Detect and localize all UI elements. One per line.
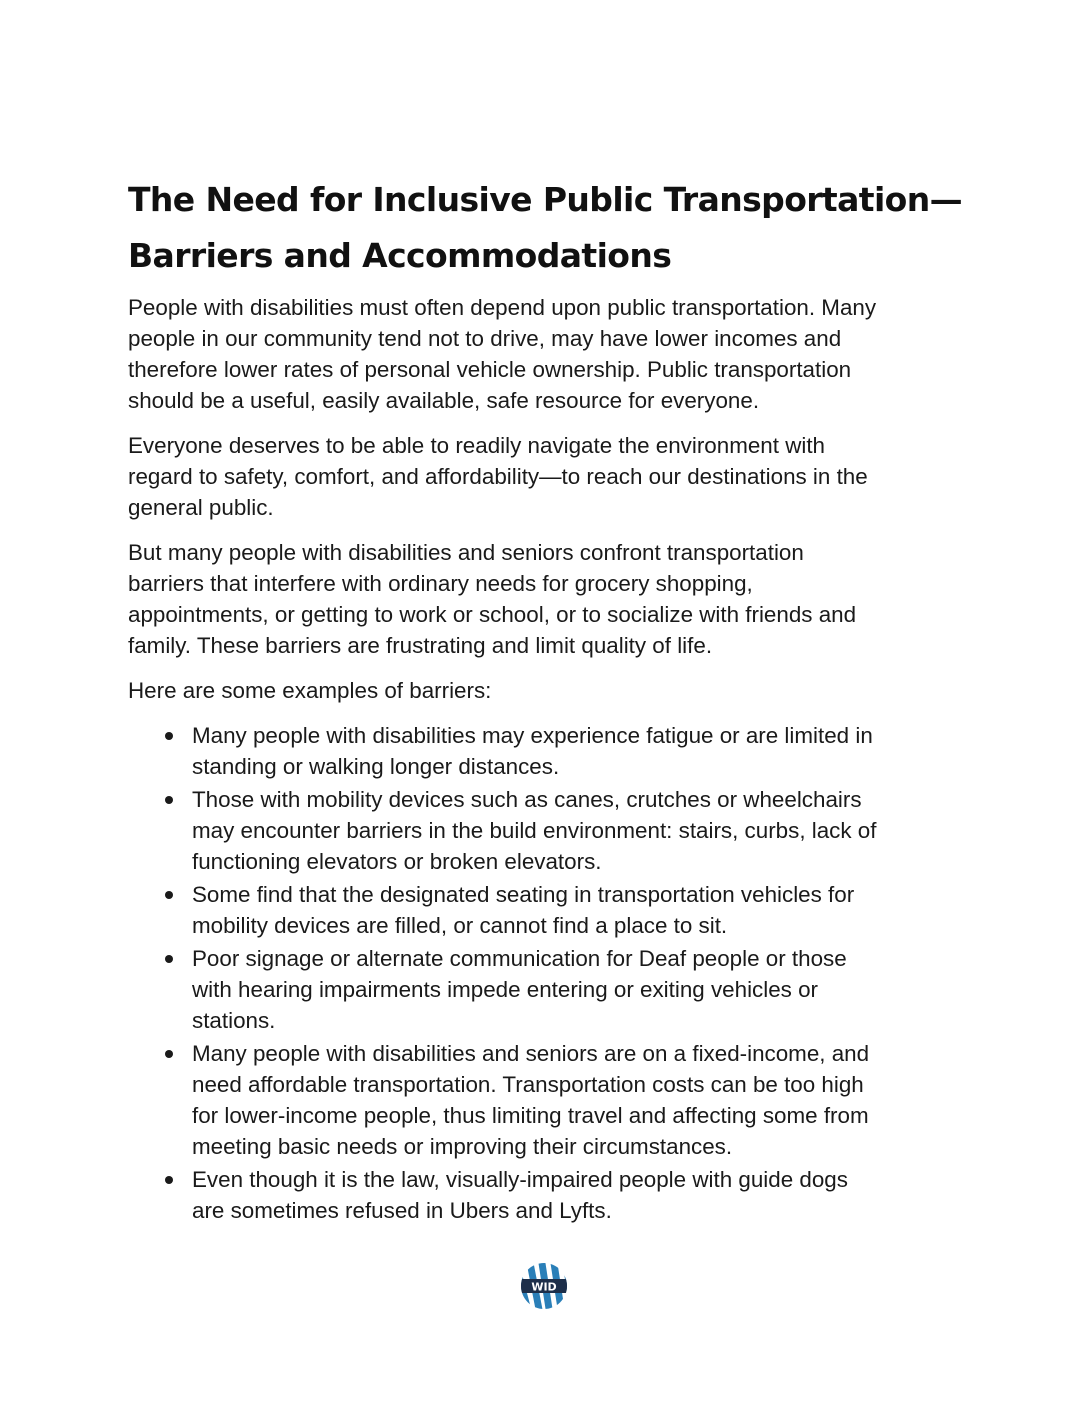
bullet-icon [165,732,173,740]
text-line: mobility devices are filled, or cannot find a place to sit. [192,913,728,938]
text-line: family. These barriers are frustrating and limit quality of life. [128,633,713,658]
globe-logo-icon [520,1260,568,1312]
text-line: Poor signage or alternate communication for Deaf people or those [192,946,847,971]
text-line: Many people with disabilities may experience fatigue or are limited in [192,723,873,748]
text-line: stations. [192,1008,276,1033]
text-line: barriers that interfere with ordinary needs for grocery shopping, [128,571,753,596]
list-item [128,879,978,941]
list-item [128,1038,978,1162]
bullet-icon [165,1176,173,1184]
text-line: Here are some examples of barriers: [128,678,492,703]
text-line: may encounter barriers in the build environment: stairs, curbs, lack of [192,818,877,843]
bullet-icon [165,955,173,963]
document-body [128,292,978,1228]
text-line: Even though it is the law, visually-impaired people with guide dogs [192,1167,848,1192]
text-line: functioning elevators or broken elevators. [192,849,602,874]
list-item [128,943,978,1036]
text-line: for lower-income people, thus limiting travel and affecting some from [192,1103,869,1128]
list-item [128,784,978,877]
text-line: People with disabilities must often depend upon public transportation. Many [128,295,877,320]
logo-text: WID [531,1280,557,1294]
barrier-list [128,720,978,1226]
bullet-icon [165,1050,173,1058]
text-line: therefore lower rates of personal vehicle ownership. Public transportation [128,357,852,382]
text-line: are sometimes refused in Ubers and Lyfts. [192,1198,612,1223]
list-item [128,720,978,782]
text-line: Some find that the designated seating in transportation vehicles for [192,882,855,907]
list-item [128,1164,978,1226]
bullet-icon [165,891,173,899]
text-line: general public. [128,495,274,520]
paragraph-barriers [128,537,978,661]
text-line: standing or walking longer distances. [192,754,560,779]
text-line: Those with mobility devices such as canes, crutches or wheelchairs [192,787,862,812]
text-line: should be a useful, easily available, safe resource for everyone. [128,388,760,413]
title-line-1: The Need for Inclusive Public Transportation— [128,180,963,219]
text-line: But many people with disabilities and seniors confront transportation [128,540,804,565]
paragraph-everyone [128,430,978,523]
text-line: people in our community tend not to drive, may have lower incomes and [128,326,842,351]
text-line: with hearing impairments impede entering or exiting vehicles or [192,977,818,1002]
title-line-2: Barriers and Accommodations [128,236,672,275]
text-line: Many people with disabilities and seniors are on a fixed-income, and [192,1041,870,1066]
text-line: regard to safety, comfort, and affordability—to reach our destinations in the [128,464,868,489]
paragraph-intro [128,292,978,416]
text-line: need affordable transportation. Transportation costs can be too high [192,1072,864,1097]
text-line: meeting basic needs or improving their circumstances. [192,1134,733,1159]
bullet-icon [165,796,173,804]
text-line: Everyone deserves to be able to readily navigate the environment with [128,433,826,458]
page-title [128,172,978,284]
text-line: appointments, or getting to work or school, or to socialize with friends and [128,602,857,627]
paragraph-examples-intro [128,675,978,706]
